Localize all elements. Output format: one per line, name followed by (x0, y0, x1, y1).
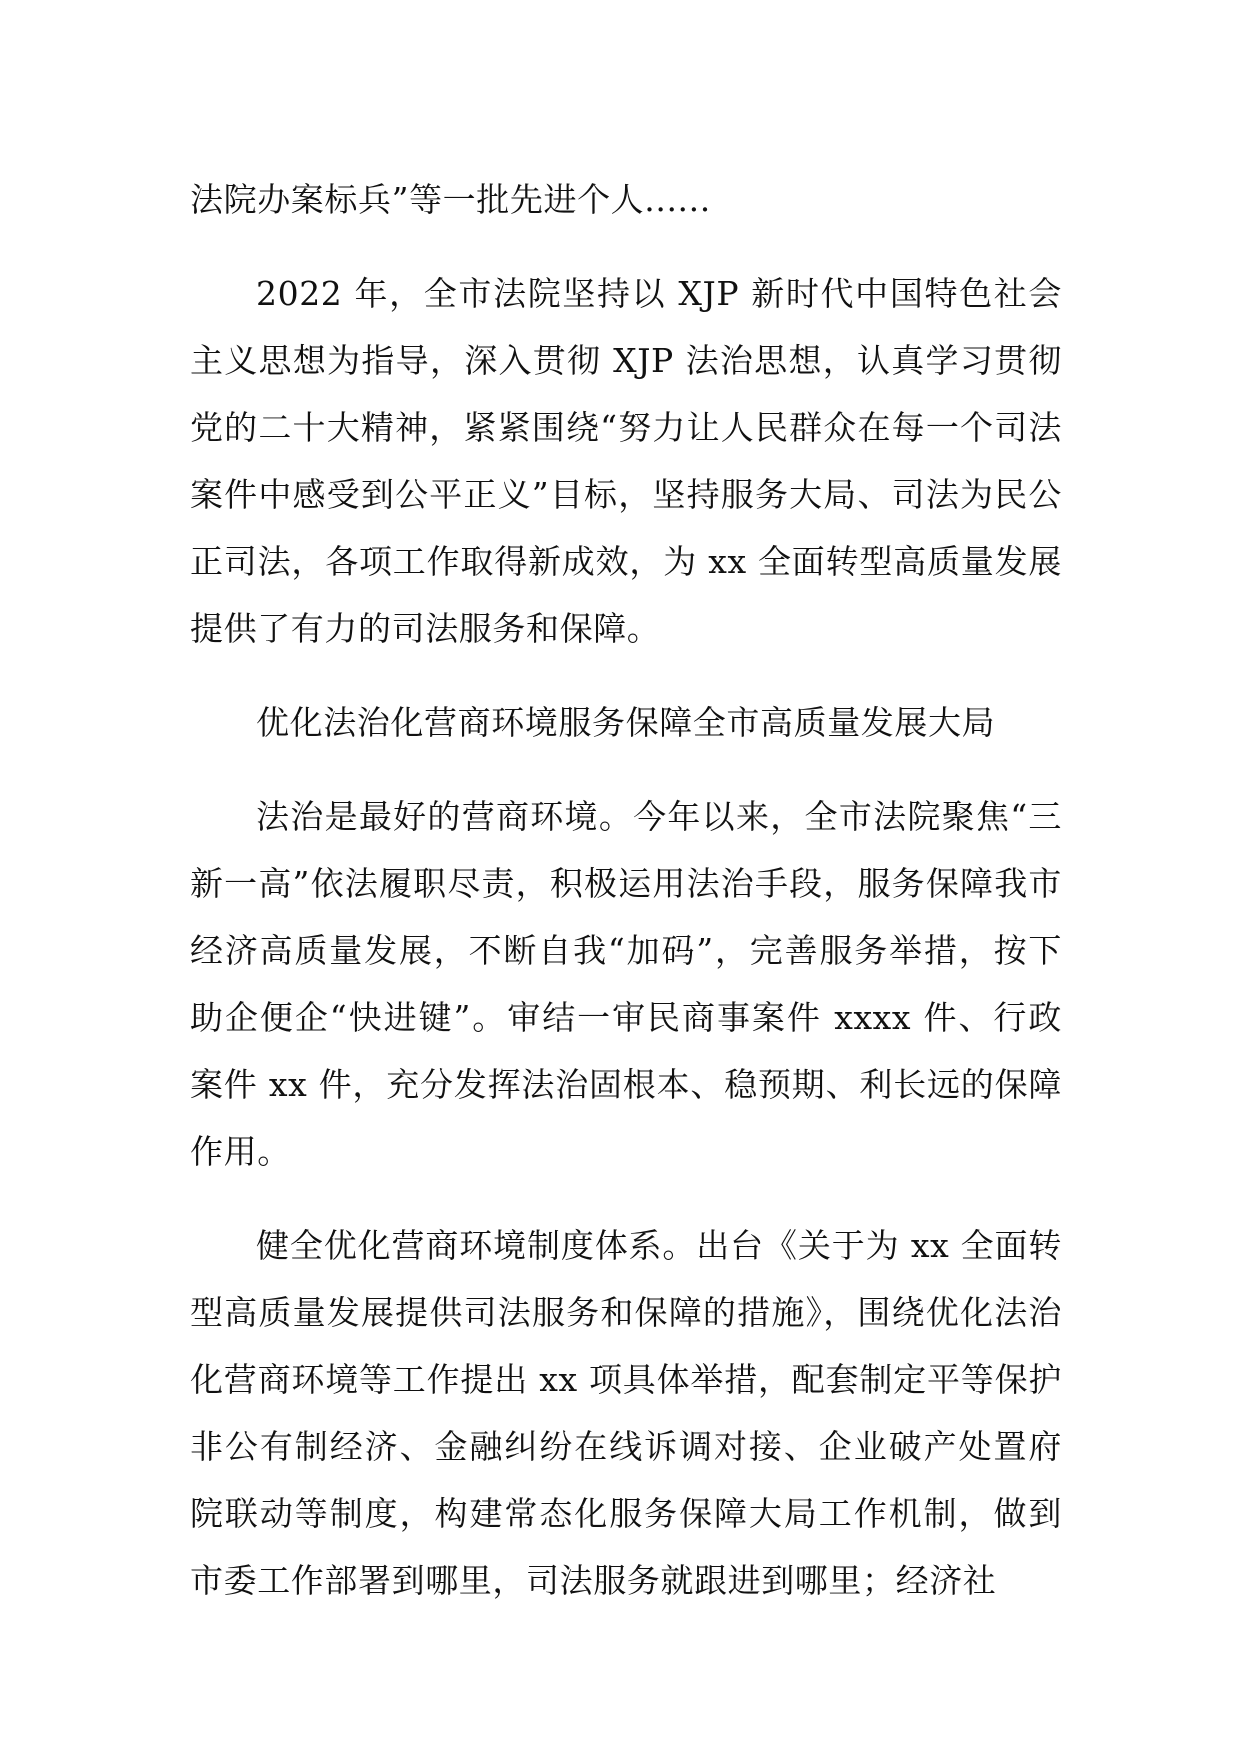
paragraph-business-environment: 法治是最好的营商环境。今年以来，全市法院聚焦“三新一高”依法履职尽责，积极运用法治手段，服务保障我市经济高质量发展，不断自我“加码”，完善服务举措，按下助企便企“快进键”。审结一审民商事案件 xxxx 件、行政案件 xx 件，充分发挥法治固根本、稳预期、利长远的保障作用。 (190, 797, 1062, 1171)
section-heading: 优化法治化营商环境服务保障全市高质量发展大局 (256, 703, 996, 742)
paragraph-court-work-2022: 2022 年，全市法院坚持以 XJP 新时代中国特色社会主义思想为指导，深入贯彻 XJP 法治思想，认真学习贯彻党的二十大精神，紧紧围绕“努力让人民群众在每一个司法案件中感受到公平正义”目标，坚持服务大局、司法为民公正司法，各项工作取得新成效，为 xx 全面转型高质量发展提供了有力的司法服务和保障。 (190, 274, 1062, 648)
paragraph-continuation: 法院办案标兵”等一批先进个人...... (190, 180, 711, 219)
paragraph-system-improvement: 健全优化营商环境制度体系。出台《关于为 xx 全面转型高质量发展提供司法服务和保障的措施》，围绕优化法治化营商环境等工作提出 xx 项具体举措，配套制定平等保护非公有制经济、金融纠纷在线诉调对接、企业破产处置府院联动等制度，构建常态化服务保障大局工作机制，做到市委工作部署到哪里，司法服务就跟进到哪里；经济社 (190, 1226, 1062, 1600)
document-body (190, 166, 1062, 1614)
